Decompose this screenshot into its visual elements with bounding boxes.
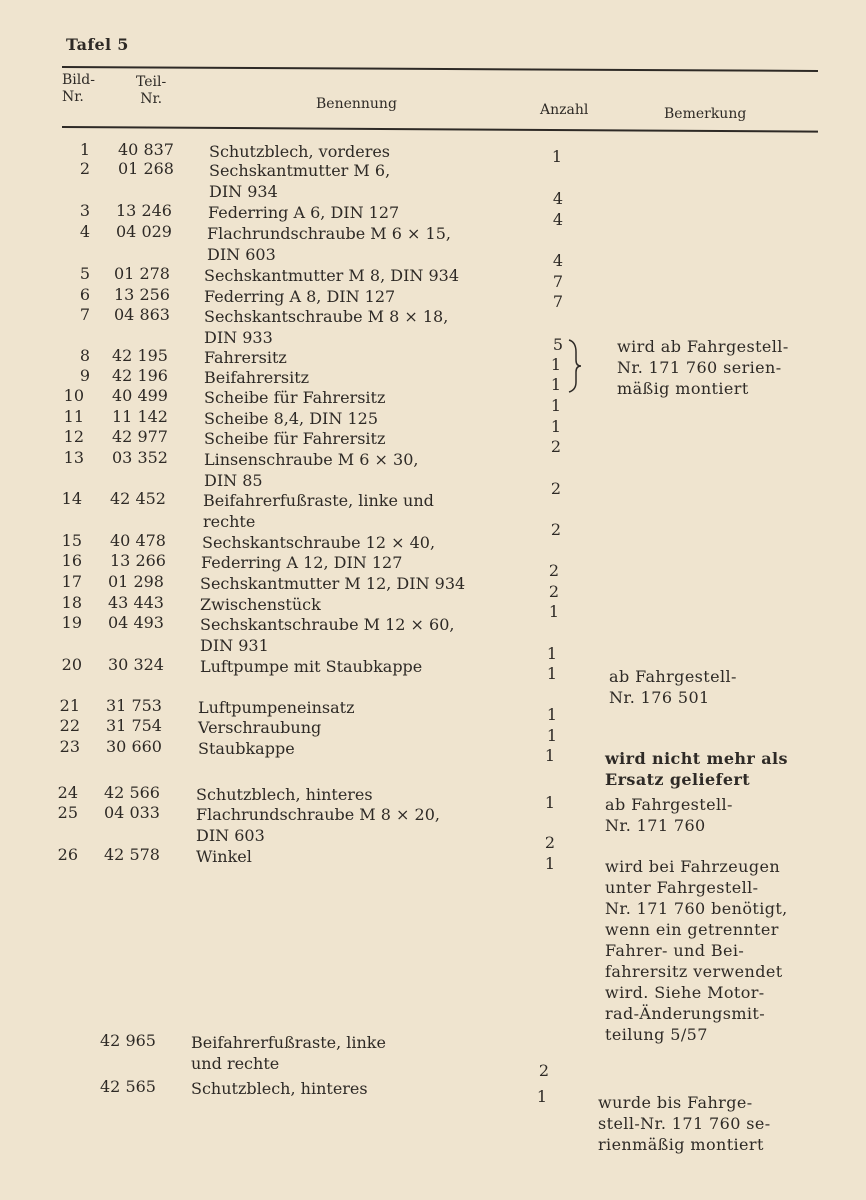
anzahl: 1 xyxy=(544,854,556,873)
remark-winkel: wird bei Fahrzeugen unter Fahrgestell- Nr. 171 760 benötigt, wenn ein getrennter Fahrer- und Bei- fahrersitz verwendet wird. Siehe Motor- rad-Änderungsmit- teilung 5/57 xyxy=(605,857,788,1044)
teil-nr: 40 837 xyxy=(118,140,174,159)
header-bild-nr: Bild- Nr. xyxy=(62,72,95,105)
teil-nr: 40 499 xyxy=(112,386,168,405)
benennung: Beifahrerfußraste, linke und rechte xyxy=(191,1033,386,1073)
bild-nr: 25 xyxy=(57,803,78,822)
brace-icon xyxy=(566,338,584,394)
bild-nr: 7 xyxy=(79,305,90,324)
header-anzahl: Anzahl xyxy=(540,102,589,118)
bild-nr: 21 xyxy=(59,696,80,715)
anzahl: 1 xyxy=(546,664,558,683)
teil-nr: 31 754 xyxy=(106,716,162,735)
teil-nr: 04 033 xyxy=(104,803,160,822)
anzahl: 1 xyxy=(546,726,558,745)
teil-nr: 42 977 xyxy=(112,427,168,446)
benennung: Scheibe 8,4, DIN 125 xyxy=(204,409,378,428)
benennung: Fahrersitz xyxy=(204,348,287,367)
benennung: Staubkappe xyxy=(198,739,295,758)
anzahl: 2 xyxy=(550,479,562,498)
bild-nr: 2 xyxy=(79,159,90,178)
benennung: Sechskantmutter M 12, DIN 934 xyxy=(200,574,466,593)
anzahl: 2 xyxy=(538,1061,550,1080)
benennung: Winkel xyxy=(196,847,252,866)
teil-nr: 01 278 xyxy=(114,264,170,283)
header-top-rule xyxy=(62,66,818,72)
anzahl: 1 xyxy=(551,147,563,166)
anzahl: 1 xyxy=(536,1087,548,1106)
teil-nr: 42 578 xyxy=(104,845,160,864)
teil-nr: 43 443 xyxy=(108,593,164,612)
bild-nr: 23 xyxy=(59,737,80,756)
anzahl: 1 xyxy=(550,355,562,374)
anzahl: 1 xyxy=(550,396,562,415)
header-bemerkung: Bemerkung xyxy=(664,106,747,122)
teil-nr: 13 266 xyxy=(110,551,166,570)
anzahl: 1 xyxy=(546,644,558,663)
teil-nr: 30 324 xyxy=(108,655,164,674)
remark-ab-176501: ab Fahrgestell- Nr. 176 501 xyxy=(609,667,737,707)
bild-nr: 12 xyxy=(63,427,84,446)
teil-nr: 42 565 xyxy=(100,1077,156,1096)
bild-nr: 8 xyxy=(79,346,90,365)
benennung: Flachrundschraube M 6 × 15, DIN 603 xyxy=(207,224,451,264)
bild-nr: 20 xyxy=(61,655,82,674)
benennung: Federring A 12, DIN 127 xyxy=(201,553,403,572)
header-benennung: Benennung xyxy=(316,96,397,112)
teil-nr: 04 863 xyxy=(114,305,170,324)
remark-bis-171760: wurde bis Fahrge- stell-Nr. 171 760 se- rienmäßig montiert xyxy=(598,1093,771,1154)
bild-nr: 11 xyxy=(63,407,84,426)
benennung: Sechskantmutter M 6, DIN 934 xyxy=(209,161,391,201)
benennung: Beifahrersitz xyxy=(204,368,310,387)
anzahl: 1 xyxy=(544,746,556,765)
anzahl: 4 xyxy=(552,189,564,208)
teil-nr: 13 246 xyxy=(116,201,172,220)
bild-nr: 1 xyxy=(79,140,90,159)
teil-nr: 42 195 xyxy=(112,346,168,365)
bild-nr: 19 xyxy=(61,613,82,632)
bild-nr: 6 xyxy=(79,285,90,304)
teil-nr: 01 268 xyxy=(118,159,174,178)
teil-nr: 04 029 xyxy=(116,222,172,241)
bild-nr: 15 xyxy=(61,531,82,550)
anzahl: 1 xyxy=(544,793,556,812)
page-title: Tafel 5 xyxy=(66,35,129,54)
bild-nr: 17 xyxy=(61,572,82,591)
anzahl: 2 xyxy=(550,520,562,539)
benennung: Schutzblech, hinteres xyxy=(196,785,373,804)
bild-nr: 3 xyxy=(79,201,90,220)
bild-nr: 18 xyxy=(61,593,82,612)
teil-nr: 40 478 xyxy=(110,531,166,550)
benennung: Zwischenstück xyxy=(200,595,321,614)
teil-nr: 30 660 xyxy=(106,737,162,756)
anzahl: 2 xyxy=(550,437,562,456)
bild-nr: 16 xyxy=(61,551,82,570)
anzahl: 1 xyxy=(550,417,562,436)
teil-nr: 42 566 xyxy=(104,783,160,802)
anzahl: 7 xyxy=(552,292,564,311)
bild-nr: 14 xyxy=(61,489,82,508)
bild-nr: 13 xyxy=(63,448,84,467)
remark-serienmaessig: wird ab Fahrgestell- Nr. 171 760 serien- mäßig montiert xyxy=(617,337,789,398)
teil-nr: 13 256 xyxy=(114,285,170,304)
anzahl: 1 xyxy=(548,602,560,621)
bild-nr: 9 xyxy=(79,366,90,385)
anzahl: 4 xyxy=(552,251,564,270)
teil-nr: 42 452 xyxy=(110,489,166,508)
benennung: Luftpumpeneinsatz xyxy=(198,698,355,717)
benennung: Sechskantschraube 12 × 40, xyxy=(202,533,436,552)
anzahl: 1 xyxy=(550,375,562,394)
anzahl: 1 xyxy=(546,705,558,724)
benennung: Beifahrerfußraste, linke und rechte xyxy=(203,491,434,531)
bild-nr: 5 xyxy=(79,264,90,283)
anzahl: 5 xyxy=(552,335,564,354)
bild-nr: 10 xyxy=(63,386,84,405)
benennung: Federring A 8, DIN 127 xyxy=(204,287,396,306)
teil-nr: 42 196 xyxy=(112,366,168,385)
teil-nr: 31 753 xyxy=(106,696,162,715)
remark-ab-171760: ab Fahrgestell- Nr. 171 760 xyxy=(605,795,733,835)
anzahl: 2 xyxy=(548,582,560,601)
teil-nr: 42 965 xyxy=(100,1031,156,1050)
header-bottom-rule xyxy=(62,126,818,133)
header-teil-nr: Teil- Nr. xyxy=(136,74,167,107)
benennung: Federring A 6, DIN 127 xyxy=(208,203,400,222)
bild-nr: 4 xyxy=(79,222,90,241)
benennung: Linsenschraube M 6 × 30, DIN 85 xyxy=(204,450,419,490)
anzahl: 4 xyxy=(552,210,564,229)
anzahl: 2 xyxy=(544,833,556,852)
bild-nr: 24 xyxy=(57,783,78,802)
anzahl: 7 xyxy=(552,272,564,291)
benennung: Sechskantschraube M 8 × 18, DIN 933 xyxy=(204,307,449,347)
benennung: Sechskantschraube M 12 × 60, DIN 931 xyxy=(200,615,455,655)
benennung: Scheibe für Fahrersitz xyxy=(204,429,386,448)
teil-nr: 11 142 xyxy=(112,407,168,426)
bild-nr: 26 xyxy=(57,845,78,864)
teil-nr: 01 298 xyxy=(108,572,164,591)
benennung: Verschraubung xyxy=(198,718,322,737)
benennung: Schutzblech, vorderes xyxy=(209,142,391,161)
teil-nr: 03 352 xyxy=(112,448,168,467)
teil-nr: 04 493 xyxy=(108,613,164,632)
benennung: Schutzblech, hinteres xyxy=(191,1079,368,1098)
benennung: Flachrundschraube M 8 × 20, DIN 603 xyxy=(196,805,440,845)
benennung: Sechskantmutter M 8, DIN 934 xyxy=(204,266,460,285)
bild-nr: 22 xyxy=(59,716,80,735)
benennung: Luftpumpe mit Staubkappe xyxy=(200,657,423,676)
benennung: Scheibe für Fahrersitz xyxy=(204,388,386,407)
anzahl: 2 xyxy=(548,561,560,580)
remark-nicht-mehr: wird nicht mehr als Ersatz geliefert xyxy=(605,749,788,789)
